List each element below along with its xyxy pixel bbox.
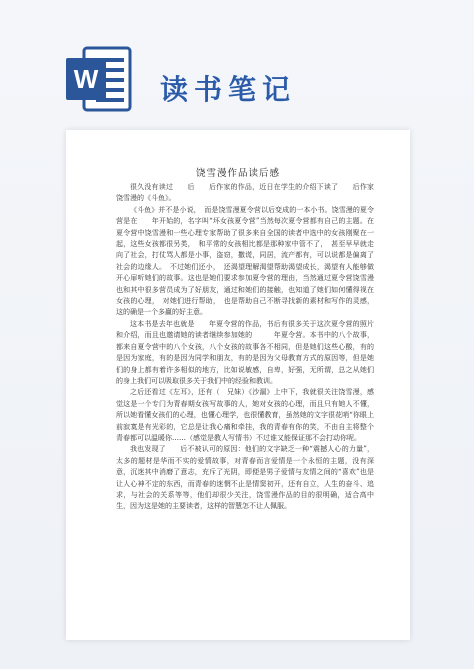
document-page — [66, 130, 410, 640]
paragraph: 很久没有读过 后 后作家的作品，近日在学生的介绍下读了 后作家饶雪漫的《斗鱼》。 — [116, 183, 374, 203]
header-banner — [0, 0, 474, 150]
document-title: 饶雪漫作品读后感 — [195, 168, 280, 179]
document-body — [116, 182, 374, 513]
word-icon — [64, 44, 134, 114]
header-title: 读书笔记 — [160, 73, 297, 106]
paragraph: 这本书是去年也就是 年夏令营的作品，书后有很多关于这次夏令营的照片和介绍，而且也邀请她的读者继续参加她的 年夏令营。本书中的八个故事，都来自夏令营中的八个女孩，八个女孩的故事各不相同，但是她们这些心酸，有的是因为家庭，有的是因为同学和朋友，有的是因为父母教育方式的原因等，但是她们的身上都有着许多相似的地方，比如说敏感，自卑，好强，无所谓，总之从她们的身上我们可以吸取很多关于我们中的经验和教训。 — [116, 319, 374, 385]
paragraph: 我也发现了 后不被认可的原因：他们的文字缺乏一种“震撼人心的力量”，太多的题材是华而不实的爱情故事，对青春而言爱情是一个永恒的主题，没有深意，沉迷其中消磨了意志，充斥了光阴，即便是男子爱情与友情之间的“喜欢”也是让人心神不定的东西，而青春的迷惘不止是情窦初开，还有自立，人生的奋斗、追求，与社会的关系等等，他们却很少关注，饶雪漫作品的目的很明确，适合高中生，因为这是她的主要读者，这样的智慧怎不让人佩服。 — [116, 445, 374, 511]
paragraph: 《斗鱼》并不是小说， 而是饶雪漫夏令营以后变成的一本小书。饶雪漫的夏令营是在 年开始的，名字叫“坏女孩夏令营”当然每次夏令营都有自己的主题。在夏令营中饶雪漫和一些心理专家帮助了很多来自全国的读者中选中的女孩刚聚在一起，这些女孩都很另类， 和平常的女孩相比都是那种家中管不了， 甚至早早就走向了社会，打仗骂人都是小事，盗窃，撒谎，同居，流产都有，可以说都是偏离了社会的边缘人。 不过她们还小， 还渴望理解渴望帮助渴望成长，渴望有人能够做开心扉听她们的故事。这也是她们要求参加夏令营的理由，当然通过夏令营饶雪漫也和其中很多营员成为了好朋友，通过和她们的接触，也知道了她们如何懂得视在女孩的心理， 对她们进行帮助， 也是帮助自己不断寻找新的素材和写作的灵感，这的确是一个多赢的好主意。 — [116, 205, 374, 317]
paragraph: 之后还看过《左耳》，还有（ 兄妹）《沙漏》上中下，我就很关注饶雪漫，感觉这是一个专门为青春期女孩写故事的人，她对女孩的心理，而且只有她人不懂，所以她看懂女孩们的心理，也懂心理学，也很懂教育，虽然她的文字很花哨“你眼上前寂寞是有光彩的，它总是让我心痛和牵挂，我的青春有你的笑，不由自主将整个青春都可以温暖你……（感觉是教人写情书）不过谁又能保证那不会打动你呢。 — [116, 388, 374, 442]
svg-text:W: W — [73, 64, 99, 94]
